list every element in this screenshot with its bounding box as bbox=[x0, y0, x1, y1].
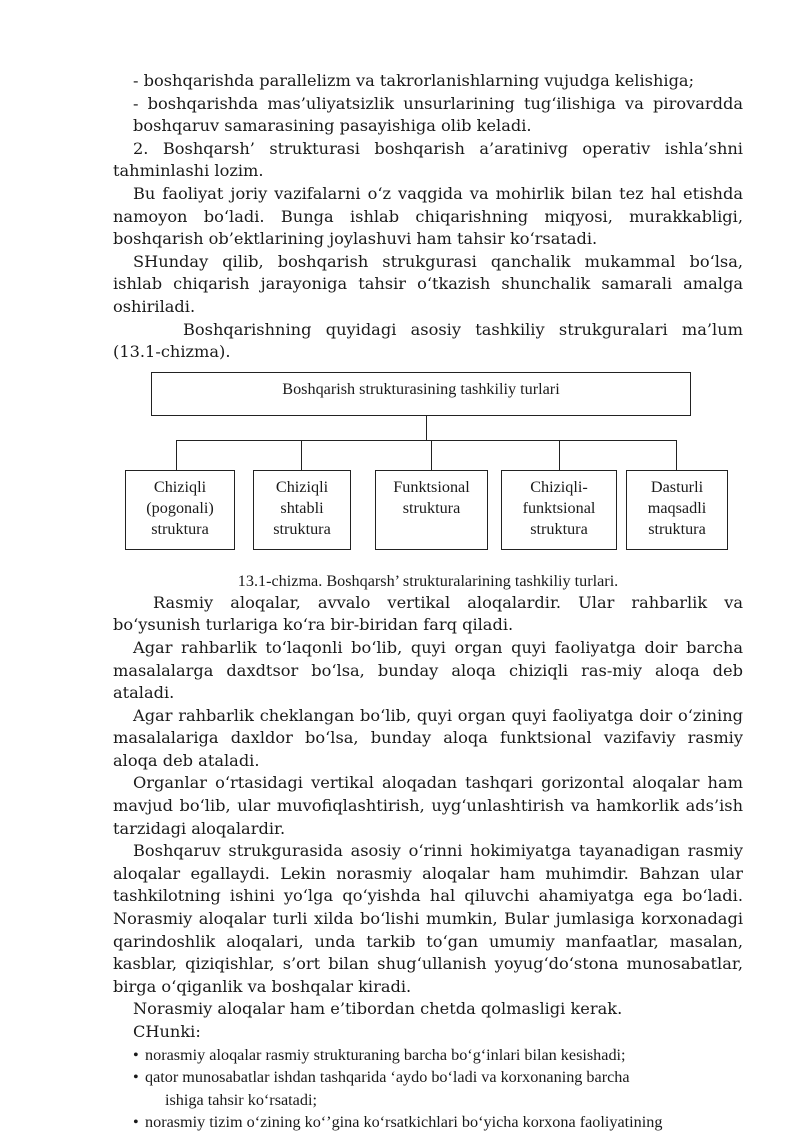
intro-line-1: - boshqarishda parallelizm va takrorlanishlarning vujudga kelishiga; bbox=[133, 71, 695, 90]
document-page bbox=[113, 70, 743, 1134]
bullet-item: • norasmiy tizim o‘zining ko‘’gina ko‘rsatkichlari bo‘yicha korxona faoliyatining bbox=[113, 1111, 743, 1134]
paragraph: CHunki: bbox=[133, 1022, 201, 1041]
structure-box-linear: Chiziqli (pogonali) struktura bbox=[125, 470, 235, 550]
structure-box-linear-functional: Chiziqli- funktsional struktura bbox=[501, 470, 617, 550]
paragraph: SHunday qilib, boshqarish strukgurasi qanchalik mukammal bo‘lsa, ishlab chiqarish jarayoniga tahsir o‘tkazish shunchalik samarali amalga oshiriladi. bbox=[113, 251, 743, 316]
bullet-dot: • bbox=[133, 1068, 139, 1087]
diagram-title-box: Boshqarish strukturasining tashkiliy turlari bbox=[151, 372, 691, 416]
connector-bar bbox=[176, 440, 676, 441]
bullet-dot: • bbox=[133, 1113, 139, 1132]
connector-drop bbox=[559, 440, 560, 470]
paragraph: Boshqaruv strukgurasida asosiy o‘rinni hokimiyatga tayanadigan rasmiy aloqalar egallaydi. Lekin norasmiy aloqalar ham muhimdir. Bahzan ular tashkilotning ishini yo‘lga qo‘yishda hal qiluvchi ahamiyatga ega bo‘ladi. Norasmiy aloqalar turli xilda bo‘lishi mumkin, Bular jumlasiga korxonadagi qarindoshlik aloqalari, unda tarkib to‘gan umumiy manfaatlar, masalan, kasblar, qiziqishlar, s’ort bilan shug‘ullanish yoyug‘do‘stona munosabatlar, birga o‘qiganlik va boshqalar kiradi. bbox=[113, 841, 743, 996]
intro-line-2: - boshqarishda mas’uliyatsizlik unsurlarining tug‘ilishiga va pirovardda boshqaruv samarasining pasayishiga olib keladi. bbox=[133, 93, 743, 136]
paragraph: Rasmiy aloqalar, avvalo vertikal aloqalardir. Ular rahbarlik va bo‘ysunish turlariga ko‘ra bir-biridan farq qiladi. bbox=[113, 592, 743, 635]
paragraph: Agar rahbarlik cheklangan bo‘lib, quyi organ quyi faoliyatga doir o‘zining masalalariga daxldor bo‘lsa, bunday aloqa funktsional vazifaviy rasmiy aloqa deb ataladi. bbox=[113, 705, 743, 770]
structure-box-staff: Chiziqli shtabli struktura bbox=[253, 470, 351, 550]
connector-drop bbox=[176, 440, 177, 470]
paragraph: Norasmiy aloqalar ham e’tibordan chetda qolmasligi kerak. bbox=[133, 999, 623, 1019]
structure-box-program-target: Dasturli maqsadli struktura bbox=[626, 470, 728, 550]
paragraph: Organlar o‘rtasidagi vertikal aloqadan tashqari gorizontal aloqalar ham mavjud bo‘lib, ular muvofiqlashtirish, uyg‘unlashtirish va hamkorlik ads’ish tarzidagi aloqalardir. bbox=[113, 773, 743, 838]
paragraph: Agar rahbarlik to‘laqonli bo‘lib, quyi organ quyi faoliyatga doir barcha masalalarga daxdtsor bo‘lsa, bunday aloqa chiziqli ras-miy aloqa deb ataladi. bbox=[113, 637, 743, 703]
bullet-item: • qator munosabatlar ishdan tashqarida ‘aydo bo‘ladi va korxonaning barcha ishiga tahsir ko‘rsatadi; bbox=[113, 1066, 743, 1111]
paragraph: Bu faoliyat joriy vazifalarni o‘z vaqgida va mohirlik bilan tez hal etishda namoyon bo‘ladi. Bunga ishlab chiqarishning miqyosi, murakkabligi, boshqarish ob’ektlarining joylashuvi ham tahsir ko‘rsatadi. bbox=[113, 183, 743, 249]
structure-diagram bbox=[113, 372, 743, 578]
paragraph: Boshqarishning quyidagi asosiy tashkiliy strukguralari ma’lum (13.1-chizma). bbox=[113, 319, 743, 362]
connector-trunk bbox=[426, 416, 427, 440]
connector-drop bbox=[301, 440, 302, 470]
bullet-dot: • bbox=[133, 1045, 139, 1064]
paragraph: 2. Boshqarsh’ strukturasi boshqarish a’aratinivg operativ ishla’shni tahminlashi lozim. bbox=[113, 138, 743, 181]
figure-caption: 13.1-chizma. Boshqarsh’ strukturalarining tashkiliy turlari. bbox=[237, 571, 619, 590]
structure-box-functional: Funktsional struktura bbox=[375, 470, 488, 550]
connector-drop bbox=[431, 440, 432, 470]
bullet-item: • norasmiy aloqalar rasmiy strukturaning barcha bo‘g‘inlari bilan kesishadi; bbox=[113, 1044, 743, 1067]
connector-drop bbox=[676, 440, 677, 470]
bullet-continuation: ishiga tahsir ko‘rsatadi; bbox=[165, 1090, 317, 1109]
